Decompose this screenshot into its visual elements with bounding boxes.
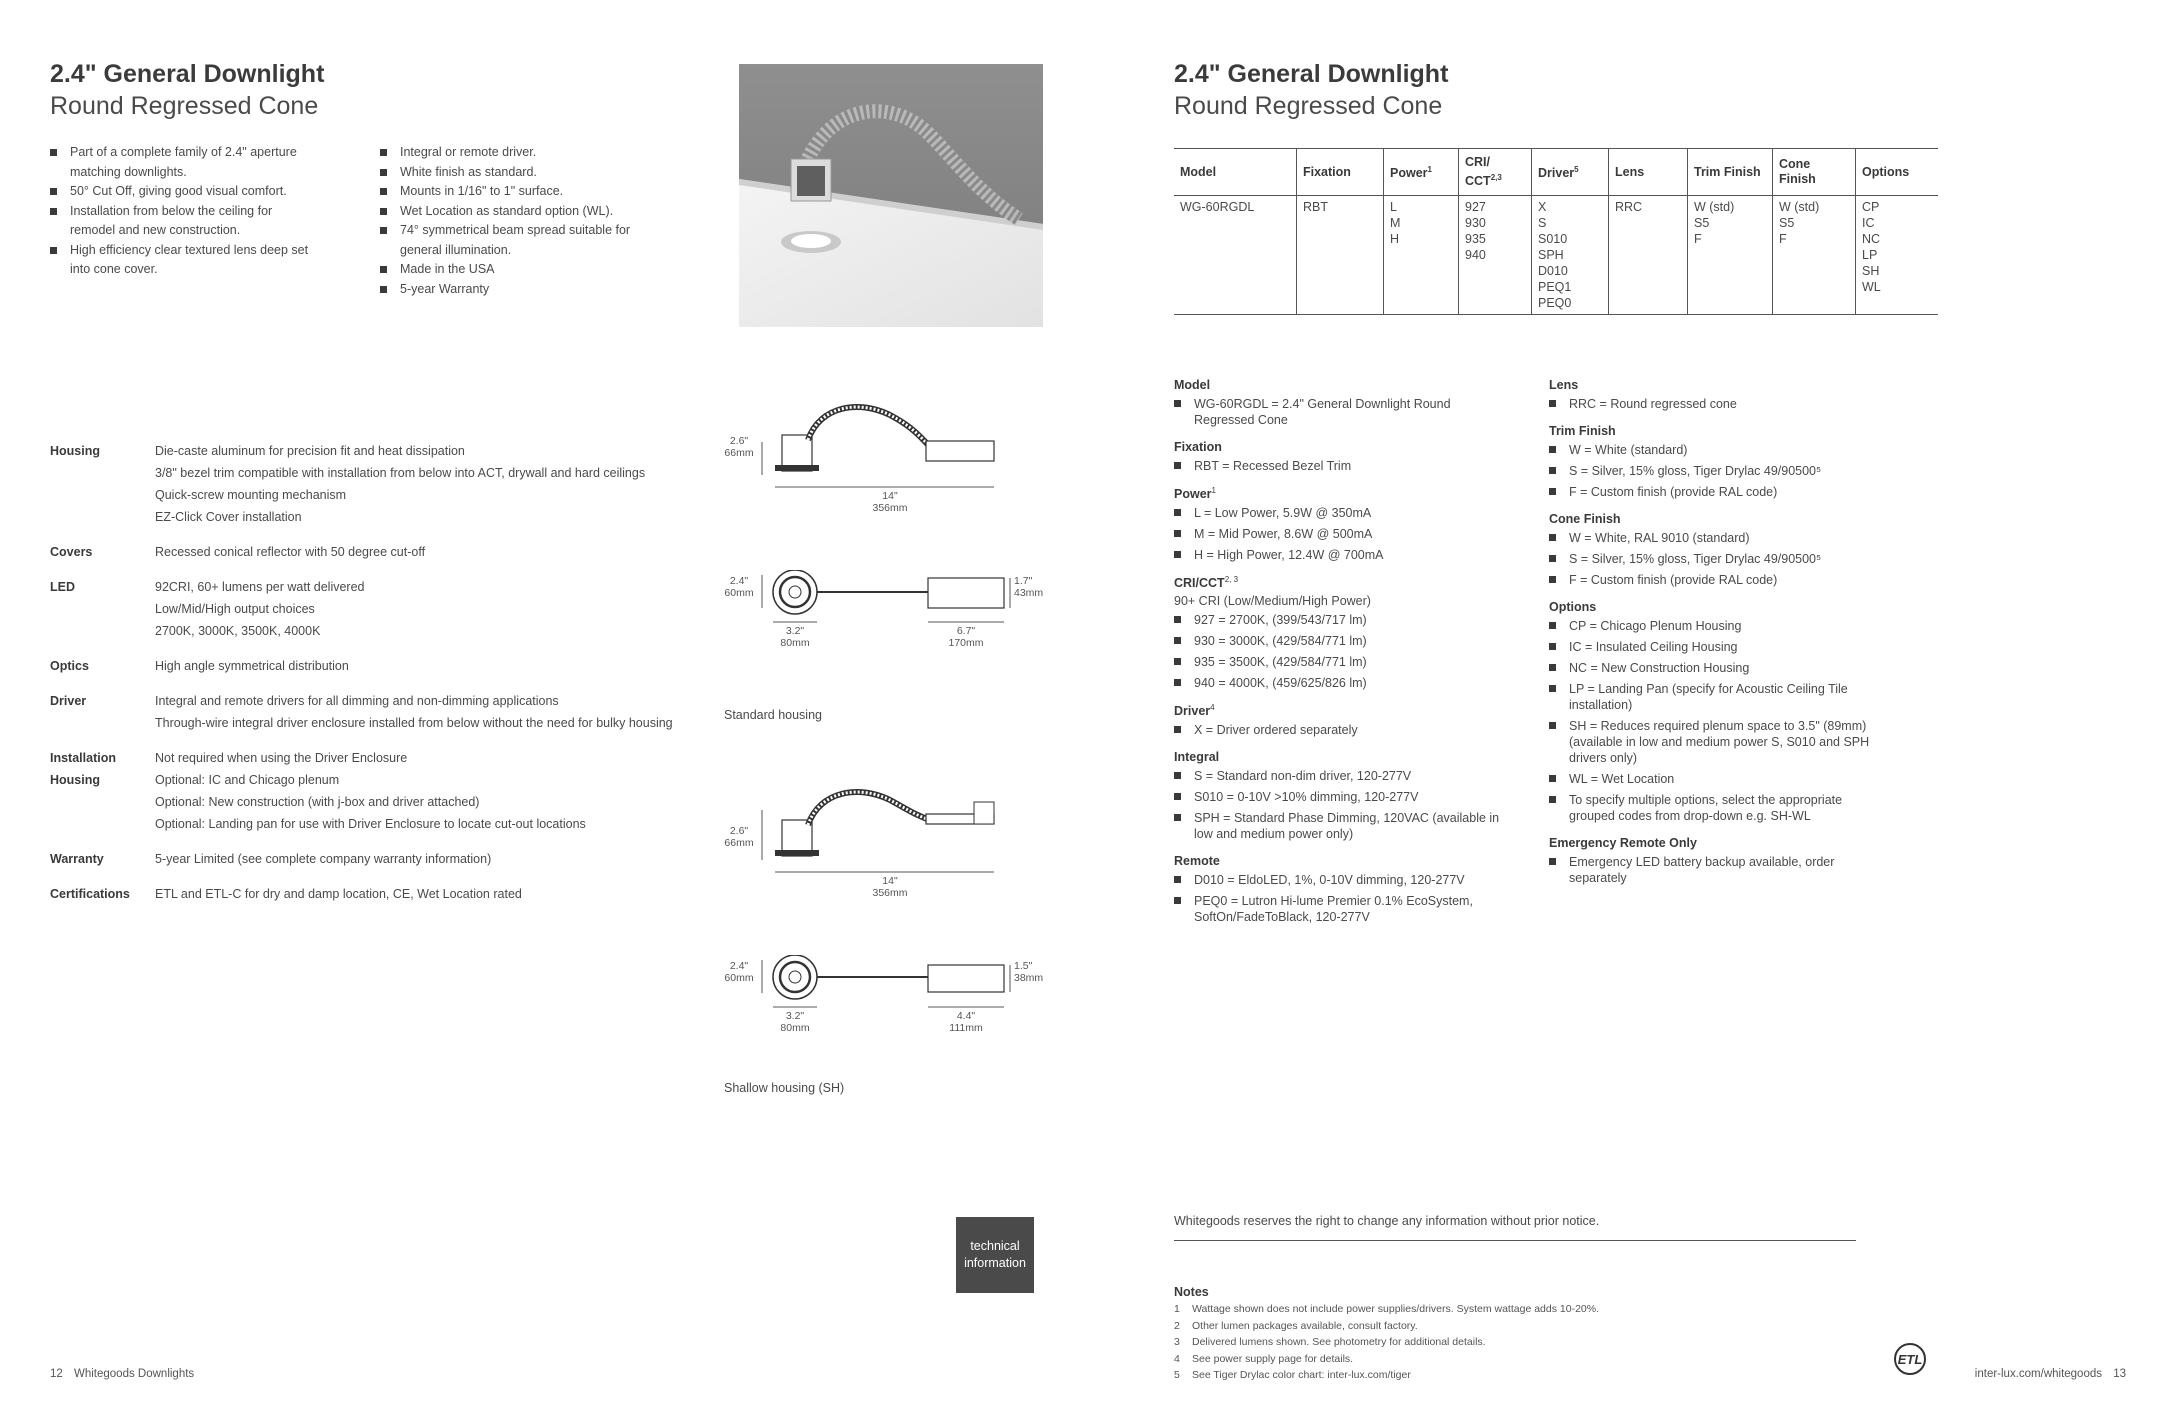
spec-row [50, 541, 730, 563]
table-cell-value: 935 [1465, 232, 1486, 246]
spec-row [50, 655, 730, 677]
spec-line: Not required when using the Driver Enclosure [155, 751, 408, 765]
standard-top-drawing [720, 570, 1050, 670]
legend-item: W = White, RAL 9010 (standard) [1549, 530, 1879, 546]
legend-item: F = Custom finish (provide RAL code) [1549, 572, 1879, 588]
right-footer-url[interactable]: inter-lux.com/whitegoods [1974, 1368, 2102, 1380]
note-number: 1 [1174, 1303, 1180, 1315]
legend-list [1174, 458, 1504, 474]
spec-line: 92CRI, 60+ lumens per watt delivered [155, 580, 365, 594]
legend-item: X = Driver ordered separately [1174, 722, 1504, 738]
legend-footnote: 4 [1210, 703, 1215, 713]
legend-list [1549, 530, 1879, 588]
legend-heading: Trim Finish [1549, 424, 1616, 438]
table-cell-value: NC [1862, 232, 1881, 246]
table-cell-value: WL [1862, 280, 1881, 294]
spec-line: Quick-screw mounting mechanism [155, 488, 347, 502]
legend-list [1174, 872, 1504, 925]
feature-item: 74° symmetrical beam spread suitable for general illumination. [380, 221, 640, 260]
sh-length-in: 14" [882, 875, 898, 887]
shallow-housing-caption: Shallow housing (SH) [724, 1081, 845, 1095]
table-cell-value: RRC [1615, 200, 1643, 214]
spec-value [155, 576, 730, 642]
feature-item: Made in the USA [380, 260, 640, 280]
sh-dia-mm: 60mm [724, 972, 754, 984]
left-footer [50, 1368, 194, 1380]
legend-heading: CRI/CCT$^{2, 3}$ [1174, 575, 1239, 591]
std-dia-mm: 60mm [724, 587, 754, 599]
table-header: Driver$^5$ [1532, 149, 1609, 196]
note-number: 3 [1174, 1336, 1180, 1348]
legend-item: RBT = Recessed Bezel Trim [1174, 458, 1504, 474]
left-footer-text: Whitegoods Downlights [74, 1368, 195, 1380]
spec-value [155, 848, 730, 870]
header-footnote: 1 [1427, 165, 1432, 175]
spec-line: 3/8" bezel trim compatible with installation from below into ACT, drywall and hard ceilings [155, 466, 646, 480]
spec-value [155, 440, 730, 528]
table-cell-value: W (std) [1779, 200, 1820, 214]
left-page-title: 2.4" General Downlight [50, 60, 325, 88]
spec-row [50, 848, 730, 870]
table-cell-value: M [1390, 216, 1401, 230]
spec-label: Warranty [50, 852, 104, 866]
disclaimer: Whitegoods reserves the right to change any information without prior notice. [1174, 1214, 1856, 1241]
legend-list [1174, 768, 1504, 842]
header-footnote: 5 [1574, 165, 1579, 175]
table-cell-value: 930 [1465, 216, 1486, 230]
legend-item: L = Low Power, 5.9W @ 350mA [1174, 505, 1504, 521]
note-item [1174, 1367, 1814, 1384]
legend-heading: Lens [1549, 378, 1579, 392]
legend-list [1174, 396, 1504, 428]
legend-item: 927 = 2700K, (399/543/717 lm) [1174, 612, 1504, 628]
legend-item: To specify multiple options, select the appropriate grouped codes from drop-down e.g. SH-WL [1549, 792, 1879, 824]
table-cell-value: RBT [1303, 200, 1328, 214]
standard-side-diagram [720, 395, 1040, 525]
tab-label-1: technical [970, 1239, 1020, 1253]
spec-table [50, 440, 730, 918]
note-number: 5 [1174, 1369, 1180, 1381]
std-height-mm: 66mm [724, 447, 754, 459]
spec-row [50, 440, 730, 528]
legend-heading: Remote [1174, 854, 1220, 869]
spec-line: 2700K, 3000K, 3500K, 4000K [155, 624, 321, 638]
std-driver-h-mm: 43mm [1014, 587, 1044, 599]
table-cell-value: S [1538, 216, 1547, 230]
sh-dia-in: 2.4" [729, 960, 749, 972]
table-cell-value: IC [1862, 216, 1875, 230]
spec-line: EZ-Click Cover installation [155, 510, 302, 524]
std-driver-len-in: 6.7" [956, 625, 976, 637]
note-item [1174, 1318, 1814, 1335]
legend-item: IC = Insulated Ceiling Housing [1549, 639, 1879, 655]
table-cell-power [1384, 196, 1459, 315]
sh-driver-len-in: 4.4" [956, 1010, 976, 1022]
spec-value [155, 690, 730, 734]
spec-row [50, 747, 730, 835]
legend-column-1 [1174, 378, 1504, 930]
left-page-subtitle: Round Regressed Cone [50, 92, 319, 120]
std-height-in: 2.6" [729, 435, 749, 447]
spec-label: Driver [50, 694, 87, 708]
note-number: 2 [1174, 1319, 1180, 1332]
table-header: Power$^1$ [1384, 149, 1459, 196]
shallow-top-diagram [720, 955, 1050, 1055]
table-cell-value: LP [1862, 248, 1878, 262]
table-cell-cone [1773, 196, 1856, 315]
legend-item: S = Silver, 15% gloss, Tiger Drylac 49/90500⁵ [1549, 463, 1879, 479]
etl-logo-text: ETL [1897, 1352, 1923, 1367]
table-cell-value: H [1390, 232, 1400, 246]
legend-footnote: 1 [1211, 486, 1216, 495]
table-cell-value: D010 [1538, 264, 1568, 278]
table-cell-trim [1688, 196, 1773, 315]
table-cell-value: PEQ0 [1538, 296, 1572, 310]
table-cell-value: 927 [1465, 200, 1486, 214]
legend-item: Emergency LED battery backup available, order separately [1549, 854, 1879, 886]
standard-housing-caption: Standard housing [724, 708, 822, 722]
spec-value [155, 747, 730, 835]
feature-item: Installation from below the ceiling for remodel and new construction. [50, 202, 320, 241]
table-cell-value: W (std) [1694, 200, 1735, 214]
spec-row [50, 576, 730, 642]
spec-value [155, 655, 730, 677]
legend-heading: Emergency Remote Only [1549, 836, 1697, 850]
ordering-table-wrap [1174, 148, 1938, 315]
sh-length-mm: 356mm [872, 887, 908, 899]
legend-list [1549, 854, 1879, 886]
legend-list [1549, 442, 1879, 500]
shallow-top-drawing [720, 955, 1050, 1055]
legend-item: 930 = 3000K, (429/584/771 lm) [1174, 633, 1504, 649]
legend-list [1174, 505, 1504, 563]
note-item [1174, 1334, 1814, 1351]
table-cell-value: L [1390, 200, 1397, 214]
std-length-in: 14" [882, 490, 898, 502]
legend-heading: Cone Finish [1549, 512, 1621, 526]
technical-information-tab[interactable] [956, 1217, 1034, 1293]
legend-heading: Integral [1174, 750, 1220, 765]
spec-line: Low/Mid/High output choices [155, 602, 315, 616]
spec-row [50, 690, 730, 734]
legend-column-2 [1549, 378, 1879, 891]
feature-item: Mounts in 1/16" to 1" surface. [380, 182, 640, 202]
legend-item: RRC = Round regressed cone [1549, 396, 1879, 412]
spec-line: Recessed conical reflector with 50 degree cut-off [155, 545, 426, 559]
spec-label: Certifications [50, 887, 130, 901]
spec-line: Optional: New construction (with j-box and driver attached) [155, 795, 480, 809]
legend-item: D010 = EldoLED, 1%, 0-10V dimming, 120-277V [1174, 872, 1504, 888]
table-cell-value: PEQ1 [1538, 280, 1572, 294]
feature-item: Wet Location as standard option (WL). [380, 202, 640, 222]
table-header: Lens [1609, 149, 1688, 196]
spec-label: Covers [50, 545, 93, 559]
shallow-side-diagram [720, 780, 1040, 910]
legend-item: S = Standard non-dim driver, 120-277V [1174, 768, 1504, 784]
legend-item: 940 = 4000K, (459/625/826 lm) [1174, 675, 1504, 691]
table-header: CRI/ CCT$^{2,3}$ [1459, 149, 1532, 196]
legend-heading: Fixation [1174, 440, 1222, 454]
table-header: Trim Finish [1688, 149, 1773, 196]
sh-height-mm: 66mm [724, 837, 754, 849]
table-header: Cone Finish [1773, 149, 1856, 196]
table-cell-value: 940 [1465, 248, 1486, 262]
spec-value [155, 883, 730, 905]
spec-label: Housing [50, 444, 100, 458]
standard-top-diagram [720, 570, 1050, 670]
header-footnote: 2,3 [1490, 172, 1502, 182]
legend-heading: Options [1549, 600, 1597, 614]
table-cell-options [1856, 196, 1939, 315]
spec-value [155, 541, 730, 563]
table-cell-value: WG-60RGDL [1180, 200, 1255, 214]
legend-list [1549, 396, 1879, 412]
std-trim-mm: 80mm [780, 637, 810, 649]
note-text: See Tiger Drylac color chart: inter-lux.com/tiger [1192, 1369, 1411, 1381]
note-text: Wattage shown does not include power supplies/drivers. System wattage adds 10-20%. [1192, 1303, 1599, 1315]
note-text: See power supply page for details. [1192, 1352, 1354, 1365]
table-cell-cct [1459, 196, 1532, 315]
legend-heading: Power$^1$ [1174, 486, 1216, 502]
legend-list [1174, 612, 1504, 691]
legend-item: PEQ0 = Lutron Hi-lume Premier 0.1% EcoSystem, SoftOn/FadeToBlack, 120-277V [1174, 893, 1504, 925]
feature-item: Integral or remote driver. [380, 143, 640, 163]
legend-item: WG-60RGDL = 2.4" General Downlight Round Regressed Cone [1174, 396, 1504, 428]
feature-item: 50° Cut Off, giving good visual comfort. [50, 182, 320, 202]
legend-heading: Model [1174, 378, 1211, 392]
right-footer [1975, 1368, 2126, 1380]
spec-row [50, 883, 730, 905]
spec-label: Installation Housing [50, 751, 116, 787]
table-cell-value: F [1779, 232, 1787, 246]
sh-height-in: 2.6" [729, 825, 749, 837]
feature-item: White finish as standard. [380, 163, 640, 183]
table-cell-value: X [1538, 200, 1547, 214]
table-cell-lens [1609, 196, 1688, 315]
note-item [1174, 1351, 1814, 1368]
notes-heading: Notes [1174, 1285, 1209, 1299]
sh-driver-h-mm: 38mm [1014, 972, 1044, 984]
legend-item: H = High Power, 12.4W @ 700mA [1174, 547, 1504, 563]
legend-item: W = White (standard) [1549, 442, 1879, 458]
note-text: Delivered lumens shown. See photometry for additional details. [1192, 1336, 1486, 1348]
feature-item: 5-year Warranty [380, 280, 640, 300]
std-driver-len-mm: 170mm [948, 637, 984, 649]
legend-item: M = Mid Power, 8.6W @ 500mA [1174, 526, 1504, 542]
note-text: Other lumen packages available, consult factory. [1192, 1319, 1418, 1332]
legend-text: 90+ CRI (Low/Medium/High Power) [1174, 594, 1371, 609]
legend-list [1549, 618, 1879, 824]
note-item [1174, 1301, 1814, 1318]
note-number: 4 [1174, 1352, 1180, 1365]
feature-item: Part of a complete family of 2.4" aperture matching downlights. [50, 143, 320, 182]
legend-item: WL = Wet Location [1549, 771, 1879, 787]
legend-item: 935 = 3500K, (429/584/771 lm) [1174, 654, 1504, 670]
table-cell-value: F [1694, 232, 1702, 246]
spec-line: Optional: Landing pan for use with Driver Enclosure to locate cut-out locations [155, 817, 586, 831]
legend-heading: Driver$^4$ [1174, 703, 1215, 719]
std-trim-in: 3.2" [785, 625, 805, 637]
spec-line: Through-wire integral driver enclosure installed from below without the need for bulky housing [155, 716, 673, 730]
table-cell-value: S5 [1694, 216, 1710, 230]
spec-line: Integral and remote drivers for all dimming and non-dimming applications [155, 694, 559, 708]
table-header: Options [1856, 149, 1939, 196]
tab-label-2: information [964, 1256, 1026, 1270]
spec-label: LED [50, 580, 75, 594]
spec-line: 5-year Limited (see complete company warranty information) [155, 852, 492, 866]
notes [1174, 1285, 1814, 1384]
table-cell-driver [1532, 196, 1609, 315]
features-list-2 [380, 143, 640, 299]
table-header: Model [1174, 149, 1297, 196]
table-cell-model [1174, 196, 1297, 315]
sh-driver-h-in: 1.5" [1014, 960, 1033, 972]
legend-item: SPH = Standard Phase Dimming, 120VAC (available in low and medium power only) [1174, 810, 1504, 842]
table-header: Fixation [1297, 149, 1384, 196]
std-length-mm: 356mm [872, 502, 908, 514]
product-photo [739, 64, 1043, 327]
ordering-table [1174, 148, 1938, 315]
legend-item: CP = Chicago Plenum Housing [1549, 618, 1879, 634]
sh-trim-mm: 80mm [780, 1022, 810, 1034]
table-cell-value: S010 [1538, 232, 1568, 246]
sh-trim-in: 3.2" [785, 1010, 805, 1022]
table-cell-value: SH [1862, 264, 1880, 278]
legend-list [1174, 722, 1504, 738]
right-page-number: 13 [2113, 1368, 2126, 1380]
etl-certification-logo [1890, 1342, 1930, 1376]
std-driver-h-in: 1.7" [1014, 575, 1033, 587]
legend-item: S = Silver, 15% gloss, Tiger Drylac 49/90500⁵ [1549, 551, 1879, 567]
std-dia-in: 2.4" [729, 575, 749, 587]
left-page-number: 12 [50, 1368, 63, 1380]
legend-item: SH = Reduces required plenum space to 3.5" (89mm) (available in low and medium power S, S010 and SPH drivers only) [1549, 718, 1879, 766]
feature-item: High efficiency clear textured lens deep set into cone cover. [50, 241, 320, 280]
table-cell-value: SPH [1538, 248, 1564, 262]
table-cell-value: CP [1862, 200, 1880, 214]
table-cell-fixation [1297, 196, 1384, 315]
legend-footnote: 2, 3 [1224, 575, 1239, 585]
features-list-1 [50, 143, 320, 280]
sh-driver-len-mm: 111mm [949, 1022, 983, 1034]
legend-item: NC = New Construction Housing [1549, 660, 1879, 676]
table-cell-value: S5 [1779, 216, 1795, 230]
legend-item: F = Custom finish (provide RAL code) [1549, 484, 1879, 500]
spec-line: Die-caste aluminum for precision fit and heat dissipation [155, 444, 465, 458]
spec-label: Optics [50, 659, 89, 673]
legend-item: S010 = 0-10V >10% dimming, 120-277V [1174, 789, 1504, 805]
spec-line: ETL and ETL-C for dry and damp location, CE, Wet Location rated [155, 887, 522, 901]
spec-line: Optional: IC and Chicago plenum [155, 773, 340, 787]
right-page-title: 2.4" General Downlight [1174, 60, 1449, 88]
spec-line: High angle symmetrical distribution [155, 659, 349, 673]
right-page-subtitle: Round Regressed Cone [1174, 92, 1443, 120]
legend-item: LP = Landing Pan (specify for Acoustic Ceiling Tile installation) [1549, 681, 1879, 713]
